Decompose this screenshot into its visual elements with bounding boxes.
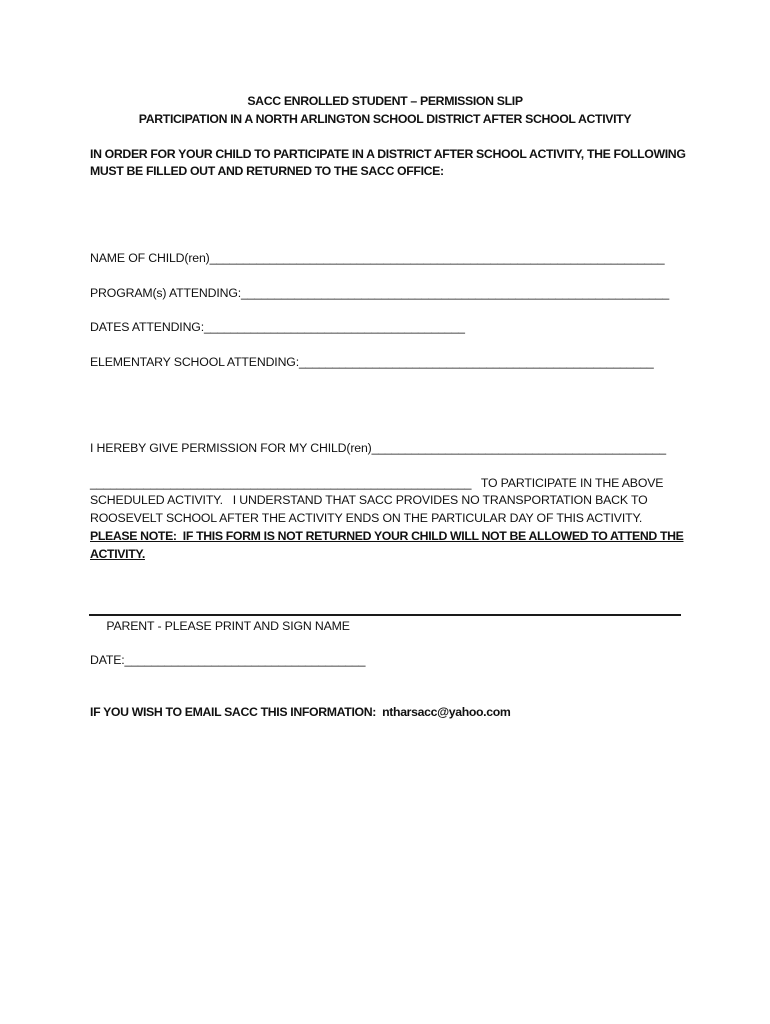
permission-text-line-4: ROOSEVELT SCHOOL AFTER THE ACTIVITY ENDS ON THE PARTICULAR DAY OF THIS ACTIVITY. <box>90 511 643 525</box>
please-note-line-1: PLEASE NOTE: IF THIS FORM IS NOT RETURNED YOUR CHILD WILL NOT BE ALLOWED TO ATTEND THE <box>90 529 684 543</box>
child-name-field[interactable]: NAME OF CHILD(ren)____________________________________________________________________ <box>90 251 665 265</box>
form-title: SACC ENROLLED STUDENT – PERMISSION SLIP <box>247 94 523 108</box>
date-field[interactable]: DATE:____________________________________ <box>90 653 366 667</box>
form-subtitle: PARTICIPATION IN A NORTH ARLINGTON SCHOOL DISTRICT AFTER SCHOOL ACTIVITY <box>138 112 632 126</box>
programs-attending-field[interactable]: PROGRAM(s) ATTENDING:________________________________________________________________ <box>90 286 670 300</box>
parent-signature-label: PARENT - PLEASE PRINT AND SIGN NAME <box>90 619 350 633</box>
permission-text-line-3: SCHEDULED ACTIVITY. I UNDERSTAND THAT SACC PROVIDES NO TRANSPORTATION BACK TO <box>90 493 648 507</box>
permission-child-field[interactable]: I HEREBY GIVE PERMISSION FOR MY CHILD(ren)____________________________________________ <box>90 441 666 455</box>
email-info-line: IF YOU WISH TO EMAIL SACC THIS INFORMATION: ntharsacc@yahoo.com <box>90 705 511 719</box>
please-note-line-2: ACTIVITY. <box>90 547 145 561</box>
parent-signature-line[interactable] <box>89 614 681 616</box>
elementary-school-field[interactable]: ELEMENTARY SCHOOL ATTENDING:_____________________________________________________ <box>90 355 654 369</box>
instructions-line-1: IN ORDER FOR YOUR CHILD TO PARTICIPATE IN A DISTRICT AFTER SCHOOL ACTIVITY, THE FOLLOWING <box>90 147 686 161</box>
instructions-line-2: MUST BE FILLED OUT AND RETURNED TO THE SACC OFFICE: <box>90 164 444 178</box>
permission-continued-field[interactable]: _________________________________________________________ TO PARTICIPATE IN THE ABOVE <box>90 476 664 490</box>
dates-attending-field[interactable]: DATES ATTENDING:_______________________________________ <box>90 320 465 334</box>
